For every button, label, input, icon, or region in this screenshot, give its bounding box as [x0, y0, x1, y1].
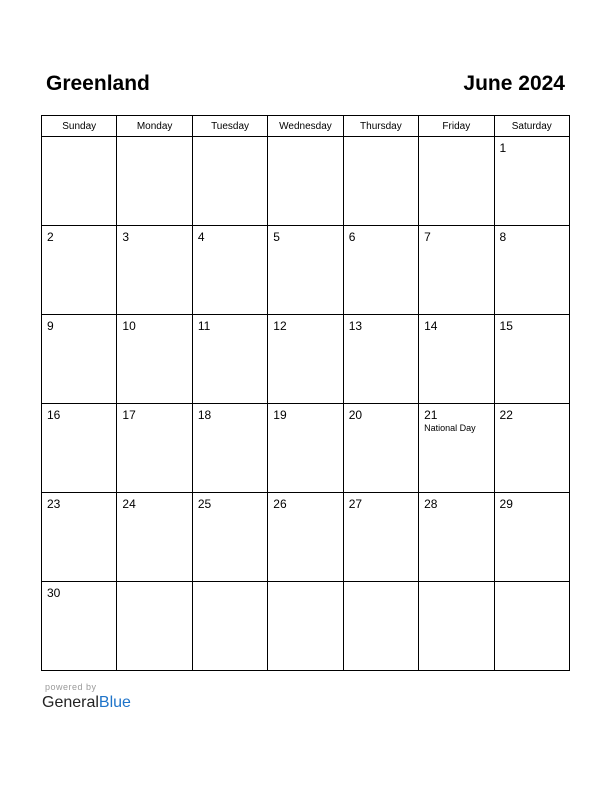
day-number: [344, 137, 418, 141]
weekday-tuesday: Tuesday: [192, 116, 267, 137]
day-number: [268, 137, 342, 141]
weekday-monday: Monday: [117, 116, 192, 137]
day-cell: [343, 137, 418, 226]
day-cell: [494, 404, 569, 493]
day-number: [419, 582, 493, 586]
day-number: 26: [273, 497, 287, 511]
day-cell: [42, 493, 117, 582]
day-cell: [42, 137, 117, 226]
day-cell: [42, 226, 117, 315]
day-cell: [419, 404, 494, 493]
day-cell: [343, 493, 418, 582]
day-number: 7: [424, 230, 431, 244]
day-number: 14: [424, 319, 438, 333]
day-number: [344, 582, 418, 586]
day-number: 5: [273, 230, 280, 244]
day-cell: [117, 226, 192, 315]
day-number: 28: [424, 497, 438, 511]
day-cell: [343, 404, 418, 493]
day-number: 10: [122, 319, 136, 333]
day-number: [495, 582, 569, 586]
day-number: [117, 582, 191, 586]
month-title: June 2024: [463, 72, 565, 95]
day-cell: [494, 226, 569, 315]
holiday-label: National Day: [424, 423, 476, 433]
weekday-thursday: Thursday: [343, 116, 418, 137]
day-number: 1: [499, 141, 507, 155]
day-cell: [268, 315, 343, 404]
day-cell: [192, 404, 267, 493]
day-cell: [42, 582, 117, 671]
week-row: [42, 404, 570, 493]
weekday-wednesday: Wednesday: [268, 116, 343, 137]
day-number: 17: [122, 408, 136, 422]
day-number: 25: [197, 497, 212, 511]
day-cell: [192, 137, 267, 226]
day-cell: [192, 226, 267, 315]
day-number: 23: [47, 497, 61, 511]
logo-blue-text: Blue: [98, 694, 131, 711]
week-row: [42, 493, 570, 582]
day-number: 4: [197, 230, 205, 244]
day-number: 21: [424, 408, 438, 422]
day-number: 22: [499, 408, 513, 422]
weekday-header-row: [42, 116, 570, 137]
day-cell: [494, 315, 569, 404]
day-cell: [343, 582, 418, 671]
weekday-saturday: Saturday: [494, 116, 569, 137]
day-cell: [494, 137, 569, 226]
day-number: [193, 137, 267, 141]
generalblue-logo[interactable]: [42, 693, 131, 713]
day-number: 29: [499, 497, 513, 511]
day-number: 11: [197, 319, 211, 333]
day-cell: [494, 582, 569, 671]
week-row: [42, 582, 570, 671]
week-row: [42, 226, 570, 315]
day-cell: [268, 137, 343, 226]
day-cell: [419, 315, 494, 404]
day-number: 6: [348, 230, 356, 244]
weekday-sunday: Sunday: [42, 116, 117, 137]
day-number: 12: [273, 319, 287, 333]
day-cell: [343, 226, 418, 315]
day-cell: [117, 493, 192, 582]
day-cell: [192, 315, 267, 404]
day-cell: [117, 404, 192, 493]
day-number: 9: [47, 319, 54, 333]
day-number: [193, 582, 267, 586]
calendar-grid: [41, 115, 570, 671]
week-row: [42, 315, 570, 404]
day-number: [419, 137, 493, 141]
day-number: 2: [47, 230, 54, 244]
day-cell: [419, 226, 494, 315]
day-number: 27: [348, 497, 363, 511]
day-number: 13: [348, 319, 363, 333]
day-cell: [192, 493, 267, 582]
week-row: [42, 137, 570, 226]
day-cell: [117, 315, 192, 404]
day-cell: [192, 582, 267, 671]
day-cell: [268, 404, 343, 493]
day-number: 19: [273, 408, 287, 422]
powered-by-text: powered by: [45, 682, 97, 692]
day-number: 3: [122, 230, 130, 244]
day-cell: [117, 137, 192, 226]
day-cell: [268, 226, 343, 315]
day-cell: [419, 582, 494, 671]
day-number: [42, 137, 116, 141]
day-cell: [42, 404, 117, 493]
day-cell: [419, 493, 494, 582]
day-number: 20: [348, 408, 363, 422]
day-number: 18: [197, 408, 212, 422]
day-number: 15: [499, 319, 513, 333]
day-number: 24: [122, 497, 136, 511]
day-number: 16: [47, 408, 61, 422]
day-cell: [268, 582, 343, 671]
day-number: 8: [499, 230, 507, 244]
day-cell: [343, 315, 418, 404]
logo-general-text: General: [42, 694, 99, 711]
day-cell: [494, 493, 569, 582]
day-cell: [268, 493, 343, 582]
day-number: [268, 582, 342, 586]
country-title: Greenland: [46, 72, 150, 95]
day-number: 30: [47, 586, 61, 600]
day-cell: [42, 315, 117, 404]
weekday-friday: Friday: [419, 116, 494, 137]
day-cell: [117, 582, 192, 671]
day-number: [117, 137, 191, 141]
day-cell: [419, 137, 494, 226]
